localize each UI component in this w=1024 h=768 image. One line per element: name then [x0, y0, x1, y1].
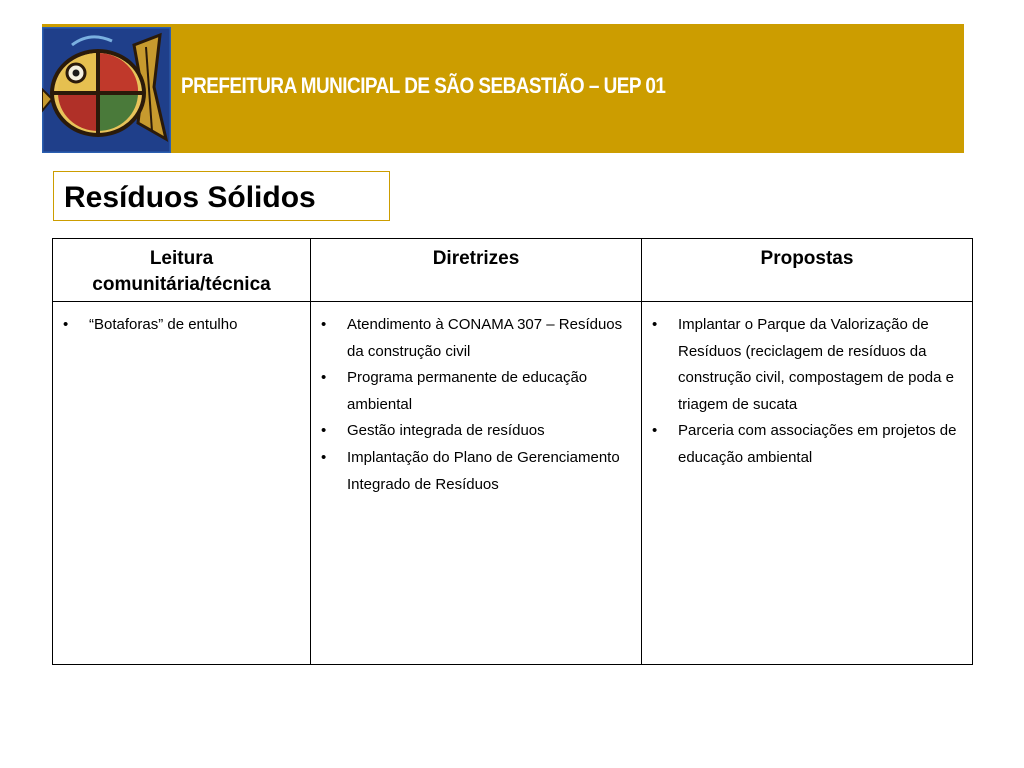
list-item: • Gestão integrada de resíduos: [319, 418, 633, 445]
list-item: • Atendimento à CONAMA 307 – Resíduos da construção civil: [319, 312, 633, 365]
list-item: • Implantar o Parque da Valorização de Resíduos (reciclagem de resíduos da construção civil, compostagem de poda e triagem de sucata: [650, 312, 964, 418]
list-item: • Parceria com associações em projetos de educação ambiental: [650, 418, 964, 471]
proposals-table: [52, 238, 973, 665]
cell-diretrizes: [311, 302, 642, 665]
bullet-icon: •: [321, 316, 327, 333]
list-item: • Implantação do Plano de Gerenciamento Integrado de Resíduos: [319, 445, 633, 498]
cell-leitura: [53, 302, 311, 665]
table-header-row: [53, 239, 973, 302]
section-title: Resíduos Sólidos: [64, 181, 316, 214]
section-title-box: [53, 171, 390, 221]
bullet-icon: •: [321, 369, 327, 387]
bullet-icon: •: [652, 422, 658, 440]
list-item: • Programa permanente de educação ambiental: [319, 365, 633, 418]
column-header-diretrizes: Diretrizes: [311, 239, 642, 302]
leitura-list: [61, 312, 302, 339]
column-header-propostas: Propostas: [642, 239, 973, 302]
column-header-leitura: Leitura comunitária/técnica: [53, 239, 311, 302]
table-row: [53, 302, 973, 665]
bullet-icon: •: [321, 422, 327, 440]
fish-logo-icon: [42, 27, 171, 153]
list-item: • “Botaforas” de entulho: [61, 312, 302, 339]
cell-propostas: [642, 302, 973, 665]
propostas-list: [650, 312, 964, 472]
bullet-icon: •: [63, 316, 69, 333]
page-header-title: PREFEITURA MUNICIPAL DE SÃO SEBASTIÃO – UEP 01: [181, 73, 666, 98]
diretrizes-list: [319, 312, 633, 498]
bullet-icon: •: [321, 448, 327, 466]
bullet-icon: •: [652, 316, 658, 333]
